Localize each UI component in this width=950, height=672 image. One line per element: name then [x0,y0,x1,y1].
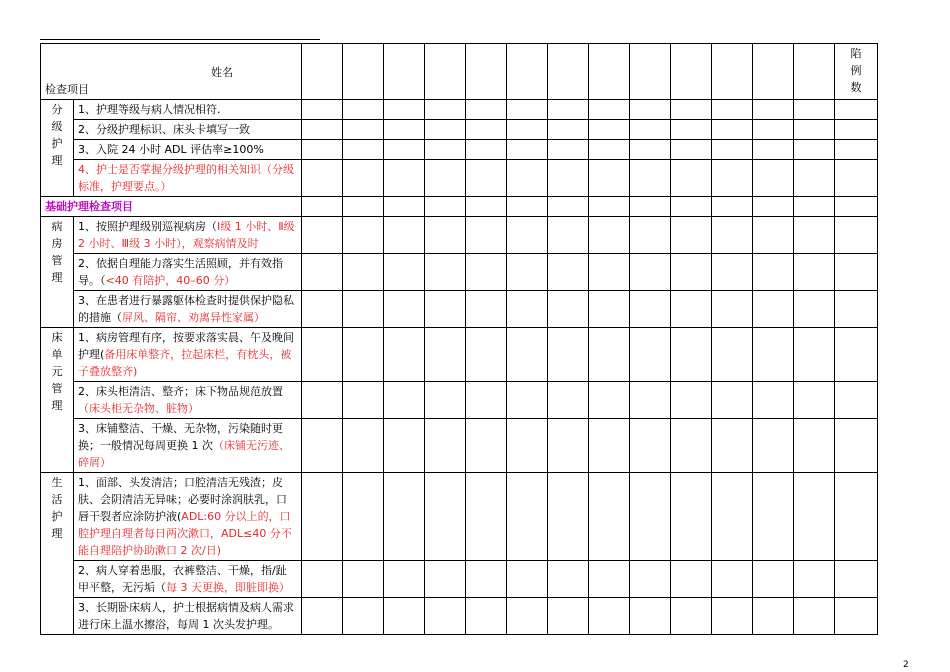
blank-cell[interactable] [548,197,589,217]
check-item [74,160,302,197]
blank-cell[interactable] [630,382,671,419]
header-diagonal-cell [41,44,302,100]
section-title-row [41,197,878,217]
category-char: 理 [51,399,63,412]
blank-cell[interactable] [630,254,671,291]
blank-cell[interactable] [466,598,507,635]
blank-cell[interactable] [630,120,671,140]
blank-cell[interactable] [466,217,507,254]
blank-cell[interactable] [466,197,507,217]
blank-cell[interactable] [753,44,794,100]
blank-cell[interactable] [712,291,753,328]
check-item [74,120,302,140]
check-item-red-text: （床铺无污迹、碎屑） [78,439,290,469]
check-item [74,140,302,160]
blank-cell[interactable] [466,291,507,328]
check-item [74,217,302,254]
top-rule [40,39,320,40]
blank-cell[interactable] [548,160,589,197]
blank-cell[interactable] [425,598,466,635]
table-row [41,217,878,254]
blank-cell[interactable] [835,382,878,419]
table-row [41,382,878,419]
blank-cell[interactable] [671,328,712,382]
blank-cell[interactable] [712,44,753,100]
blank-cell[interactable] [671,120,712,140]
table-row [41,473,878,561]
check-item-text: 3、长期卧床病人，护士根据病情及病人需求进行床上温水擦浴，每周 1 次头发护理。 [78,601,294,631]
blank-cell[interactable] [753,160,794,197]
check-item-text: 2、病人穿着患服，衣裤整洁、干燥，指/趾甲平整，无污垢（ [78,564,287,594]
blank-cell[interactable] [712,382,753,419]
blank-cell[interactable] [794,419,835,473]
blank-cell[interactable] [507,598,548,635]
check-item-red-text: 备用床单整齐，拉起床栏，有枕头，被子叠放整齐) [78,348,292,378]
blank-cell[interactable] [302,598,343,635]
blank-cell[interactable] [302,382,343,419]
table-row [41,328,878,382]
blank-cell[interactable] [466,473,507,561]
blank-cell[interactable] [425,254,466,291]
category-char: 理 [51,154,63,167]
category-cell-bed [41,328,74,473]
check-item-red-text: 4、护士是否掌握分级护理的相关知识（分级标准，护理要点。） [78,163,294,193]
check-item-text: 1、护理等级与病人情况相符. [78,103,221,116]
blank-cell[interactable] [425,473,466,561]
blank-cell[interactable] [835,254,878,291]
blank-cell[interactable] [671,44,712,100]
defect-count-char: 陷 [850,47,862,60]
blank-cell[interactable] [384,254,425,291]
blank-cell[interactable] [589,382,630,419]
category-cell-grade [41,100,74,197]
table-row [41,160,878,197]
blank-cell[interactable] [630,160,671,197]
blank-cell[interactable] [302,140,343,160]
blank-cell[interactable] [794,100,835,120]
blank-cell[interactable] [507,254,548,291]
blank-cell[interactable] [548,419,589,473]
blank-cell[interactable] [589,291,630,328]
blank-cell[interactable] [671,254,712,291]
category-char: 分 [51,103,63,116]
blank-cell[interactable] [753,561,794,598]
blank-cell[interactable] [712,100,753,120]
category-cell-life [41,473,74,635]
blank-cell[interactable] [712,598,753,635]
blank-cell[interactable] [835,140,878,160]
blank-cell[interactable] [671,598,712,635]
check-item-red-text: ADL:60 分以上的，口腔护理自理者每日两次漱口，ADL≤40 分不能自理陪护协助漱口 2 次/日) [78,510,292,557]
blank-cell[interactable] [548,217,589,254]
blank-cell[interactable] [794,382,835,419]
blank-cell[interactable] [753,254,794,291]
blank-cell[interactable] [507,160,548,197]
blank-cell[interactable] [671,100,712,120]
blank-cell[interactable] [384,328,425,382]
blank-cell[interactable] [630,197,671,217]
blank-cell[interactable] [589,120,630,140]
blank-cell[interactable] [466,120,507,140]
blank-cell[interactable] [835,561,878,598]
blank-cell[interactable] [302,419,343,473]
blank-cell[interactable] [343,217,384,254]
blank-cell[interactable] [712,217,753,254]
blank-cell[interactable] [425,291,466,328]
blank-cell[interactable] [589,598,630,635]
blank-cell[interactable] [343,419,384,473]
blank-cell[interactable] [425,382,466,419]
basic-care-title-text: 基础护理检查项目 [45,200,133,213]
category-char: 理 [51,271,63,284]
check-item [74,561,302,598]
blank-cell[interactable] [630,473,671,561]
category-char: 房 [51,237,63,250]
blank-cell[interactable] [343,328,384,382]
blank-cell[interactable] [384,419,425,473]
blank-cell[interactable] [384,140,425,160]
blank-cell[interactable] [384,561,425,598]
check-item-text: 2、床头柜清洁、整齐；床下物品规范放置 [78,385,283,398]
blank-cell[interactable] [302,44,343,100]
blank-cell[interactable] [302,217,343,254]
blank-cell[interactable] [589,140,630,160]
category-char: 单 [51,348,63,361]
table-row [41,598,878,635]
blank-cell[interactable] [466,100,507,120]
blank-cell[interactable] [835,473,878,561]
check-item-red-text: 每 3 天更换，即脏即换） [166,581,290,594]
category-char: 床 [51,331,63,344]
blank-cell[interactable] [712,254,753,291]
blank-cell[interactable] [302,160,343,197]
blank-cell[interactable] [753,328,794,382]
blank-cell[interactable] [384,197,425,217]
blank-cell[interactable] [630,561,671,598]
blank-cell[interactable] [466,561,507,598]
blank-cell[interactable] [384,217,425,254]
blank-cell[interactable] [671,473,712,561]
blank-cell[interactable] [630,140,671,160]
blank-cell[interactable] [630,291,671,328]
blank-cell[interactable] [589,217,630,254]
blank-cell[interactable] [384,598,425,635]
blank-cell[interactable] [589,197,630,217]
check-item-red-text: 屏风、隔帘、劝离异性家属） [122,311,265,324]
blank-cell[interactable] [753,140,794,160]
blank-cell[interactable] [548,291,589,328]
blank-cell[interactable] [343,160,384,197]
blank-cell[interactable] [507,120,548,140]
blank-cell[interactable] [794,291,835,328]
blank-cell[interactable] [753,120,794,140]
blank-cell[interactable] [425,160,466,197]
category-char: 管 [51,382,63,395]
blank-cell[interactable] [548,140,589,160]
blank-cell[interactable] [343,382,384,419]
blank-cell[interactable] [630,44,671,100]
blank-cell[interactable] [343,100,384,120]
blank-cell[interactable] [630,598,671,635]
name-label: 姓名 [211,66,233,79]
blank-cell[interactable] [548,100,589,120]
blank-cell[interactable] [753,197,794,217]
blank-cell[interactable] [507,382,548,419]
blank-cell[interactable] [548,254,589,291]
blank-cell[interactable] [384,44,425,100]
table-row [41,291,878,328]
check-item [74,598,302,635]
table-row [41,140,878,160]
blank-cell[interactable] [630,100,671,120]
blank-cell[interactable] [425,217,466,254]
blank-cell[interactable] [589,44,630,100]
blank-cell[interactable] [425,197,466,217]
blank-cell[interactable] [753,419,794,473]
blank-cell[interactable] [794,598,835,635]
blank-cell[interactable] [425,44,466,100]
check-item [74,382,302,419]
check-item-red-text: （床头柜无杂物、脏物） [78,402,199,415]
blank-cell[interactable] [302,197,343,217]
category-cell-ward [41,217,74,328]
blank-cell[interactable] [589,419,630,473]
category-char: 护 [51,137,63,150]
blank-cell[interactable] [794,140,835,160]
blank-cell[interactable] [343,197,384,217]
blank-cell[interactable] [548,473,589,561]
blank-cell[interactable] [384,291,425,328]
category-char: 管 [51,254,63,267]
blank-cell[interactable] [343,140,384,160]
blank-cell[interactable] [343,120,384,140]
blank-cell[interactable] [794,561,835,598]
blank-cell[interactable] [425,120,466,140]
blank-cell[interactable] [302,328,343,382]
inspection-table [40,43,878,635]
blank-cell[interactable] [425,419,466,473]
blank-cell[interactable] [384,382,425,419]
blank-cell[interactable] [343,473,384,561]
blank-cell[interactable] [630,217,671,254]
table-row [41,254,878,291]
blank-cell[interactable] [835,419,878,473]
blank-cell[interactable] [384,120,425,140]
blank-cell[interactable] [507,419,548,473]
blank-cell[interactable] [466,140,507,160]
blank-cell[interactable] [794,120,835,140]
category-char: 病 [51,220,63,233]
blank-cell[interactable] [630,328,671,382]
blank-cell[interactable] [712,160,753,197]
blank-cell[interactable] [466,44,507,100]
blank-cell[interactable] [671,291,712,328]
blank-cell[interactable] [753,100,794,120]
check-item-text: 3、入院 24 小时 ADL 评估率≥100% [78,143,264,156]
blank-cell[interactable] [589,254,630,291]
check-item [74,100,302,120]
blank-cell[interactable] [712,419,753,473]
blank-cell[interactable] [548,328,589,382]
defect-count-header [835,44,878,100]
check-item [74,328,302,382]
blank-cell[interactable] [343,44,384,100]
blank-cell[interactable] [589,473,630,561]
blank-cell[interactable] [507,217,548,254]
blank-cell[interactable] [384,100,425,120]
blank-cell[interactable] [302,473,343,561]
blank-cell[interactable] [425,100,466,120]
blank-cell[interactable] [548,120,589,140]
blank-cell[interactable] [835,328,878,382]
header-row [41,44,878,100]
blank-cell[interactable] [466,254,507,291]
blank-cell[interactable] [589,328,630,382]
blank-cell[interactable] [548,44,589,100]
basic-care-title [41,197,302,217]
blank-cell[interactable] [302,120,343,140]
category-char: 理 [51,527,63,540]
blank-cell[interactable] [507,291,548,328]
blank-cell[interactable] [507,561,548,598]
category-char: 元 [51,365,63,378]
blank-cell[interactable] [343,254,384,291]
blank-cell[interactable] [794,197,835,217]
blank-cell[interactable] [753,217,794,254]
check-item-text: 1、病房管理有序，按要求落实晨、午及晚间护理( [78,331,294,361]
item-label: 检查项目 [45,83,89,96]
table-row [41,419,878,473]
table-row [41,561,878,598]
blank-cell[interactable] [466,419,507,473]
blank-cell[interactable] [794,217,835,254]
blank-cell[interactable] [507,473,548,561]
check-item [74,473,302,561]
check-item [74,291,302,328]
blank-cell[interactable] [384,160,425,197]
blank-cell[interactable] [630,419,671,473]
blank-cell[interactable] [794,254,835,291]
blank-cell[interactable] [794,473,835,561]
blank-cell[interactable] [671,561,712,598]
blank-cell[interactable] [712,328,753,382]
blank-cell[interactable] [507,328,548,382]
blank-cell[interactable] [589,561,630,598]
blank-cell[interactable] [712,140,753,160]
blank-cell[interactable] [712,561,753,598]
check-item-red-text: Ⅰ级 1 小时、Ⅱ级 2 小时、Ⅲ级 3 小时），观察病情及时 [78,220,295,250]
blank-cell[interactable] [548,382,589,419]
check-item-red-text: <40 有陪护，40–60 分） [105,274,236,287]
check-item-text: 3、在患者进行暴露躯体检查时提供保护隐私的措施（ [78,294,294,324]
blank-cell[interactable] [548,598,589,635]
blank-cell[interactable] [794,328,835,382]
check-item-text: 3、床铺整洁、干燥、无杂物，污染随时更换；一般情况每周更换 1 次 [78,422,283,452]
blank-cell[interactable] [302,291,343,328]
check-item [74,254,302,291]
blank-cell[interactable] [343,561,384,598]
blank-cell[interactable] [343,598,384,635]
blank-cell[interactable] [835,217,878,254]
check-item-text: 2、分级护理标识、床头卡填写一致 [78,123,250,136]
blank-cell[interactable] [835,100,878,120]
category-char: 护 [51,510,63,523]
blank-cell[interactable] [794,44,835,100]
blank-cell[interactable] [302,561,343,598]
blank-cell[interactable] [343,291,384,328]
defect-count-char: 例 [850,64,862,77]
blank-cell[interactable] [671,419,712,473]
category-char: 级 [51,120,63,133]
blank-cell[interactable] [466,382,507,419]
blank-cell[interactable] [589,100,630,120]
page-number: 2 [903,660,909,670]
category-char: 活 [51,493,63,506]
blank-cell[interactable] [425,328,466,382]
blank-cell[interactable] [753,598,794,635]
blank-cell[interactable] [671,160,712,197]
blank-cell[interactable] [671,382,712,419]
blank-cell[interactable] [302,100,343,120]
blank-cell[interactable] [671,140,712,160]
blank-cell[interactable] [712,473,753,561]
blank-cell[interactable] [466,328,507,382]
table-row [41,100,878,120]
blank-cell[interactable] [753,291,794,328]
blank-cell[interactable] [712,120,753,140]
blank-cell[interactable] [835,160,878,197]
blank-cell[interactable] [589,160,630,197]
blank-cell[interactable] [302,254,343,291]
blank-cell[interactable] [835,291,878,328]
defect-count-char: 数 [850,81,862,94]
blank-cell[interactable] [507,44,548,100]
blank-cell[interactable] [671,197,712,217]
blank-cell[interactable] [753,382,794,419]
category-char: 生 [51,476,63,489]
check-item-text: 1、按照护理级别巡视病房（ [78,220,217,233]
table-row [41,120,878,140]
blank-cell[interactable] [425,140,466,160]
blank-cell[interactable] [507,197,548,217]
blank-cell[interactable] [384,473,425,561]
blank-cell[interactable] [835,120,878,140]
blank-cell[interactable] [712,197,753,217]
check-item [74,419,302,473]
check-item-text: 1、面部、头发清洁；口腔清洁无残渣；皮肤、会阴清洁无异味；必要时涂润肤乳，口唇干裂者应涂防护液( [78,476,287,523]
blank-cell[interactable] [753,473,794,561]
blank-cell[interactable] [425,561,466,598]
blank-cell[interactable] [794,160,835,197]
blank-cell[interactable] [466,160,507,197]
blank-cell[interactable] [671,217,712,254]
blank-cell[interactable] [507,140,548,160]
blank-cell[interactable] [507,100,548,120]
check-item-text: 2、依据自理能力落实生活照顾，并有效指导。（ [78,257,283,287]
blank-cell[interactable] [835,598,878,635]
blank-cell[interactable] [835,197,878,217]
blank-cell[interactable] [548,561,589,598]
